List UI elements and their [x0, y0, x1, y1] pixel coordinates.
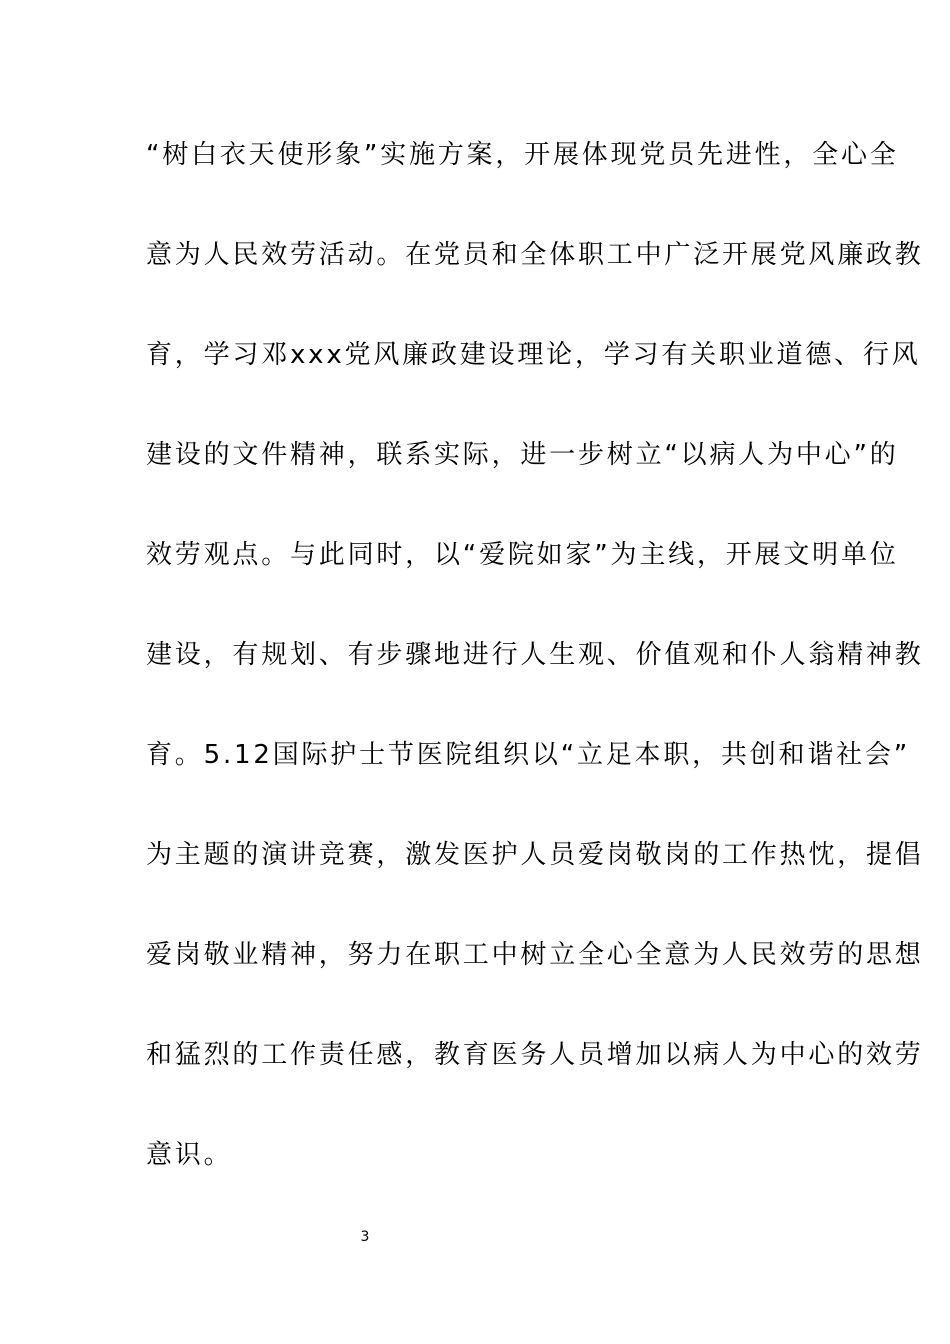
text-line-11: 意识。 — [146, 1140, 233, 1170]
text-line-1: “树白衣天使形象”实施方案，开展体现党员先进性，全心全 — [146, 140, 899, 170]
text-line-6: 建设，有规划、有步骤地进行人生观、价值观和仆人翁精神教 — [146, 640, 924, 670]
text-line-2: 意为人民效劳活动。在党员和全体职工中广泛开展党风廉政教 — [146, 240, 924, 270]
text-line-10: 和猛烈的工作责任感，教育医务人员增加以病人为中心的效劳 — [146, 1040, 924, 1070]
page-number: 3 — [360, 1229, 370, 1245]
text-line-7: 育。5.12国际护士节医院组织以“立足本职，共创和谐社会” — [146, 740, 911, 770]
text-line-4: 建设的文件精神，联系实际，进一步树立“以病人为中心”的 — [146, 440, 899, 470]
text-line-8: 为主题的演讲竞赛，激发医护人员爱岗敬岗的工作热忱，提倡 — [146, 840, 924, 870]
text-line-3: 育，学习邓xxx党风廉政建设理论，学习有关职业道德、行风 — [146, 340, 921, 370]
text-line-9: 爱岗敬业精神，努力在职工中树立全心全意为人民效劳的思想 — [146, 940, 924, 970]
body-paragraph — [146, 134, 924, 1234]
text-line-5: 效劳观点。与此同时，以“爱院如家”为主线，开展文明单位 — [146, 540, 899, 570]
